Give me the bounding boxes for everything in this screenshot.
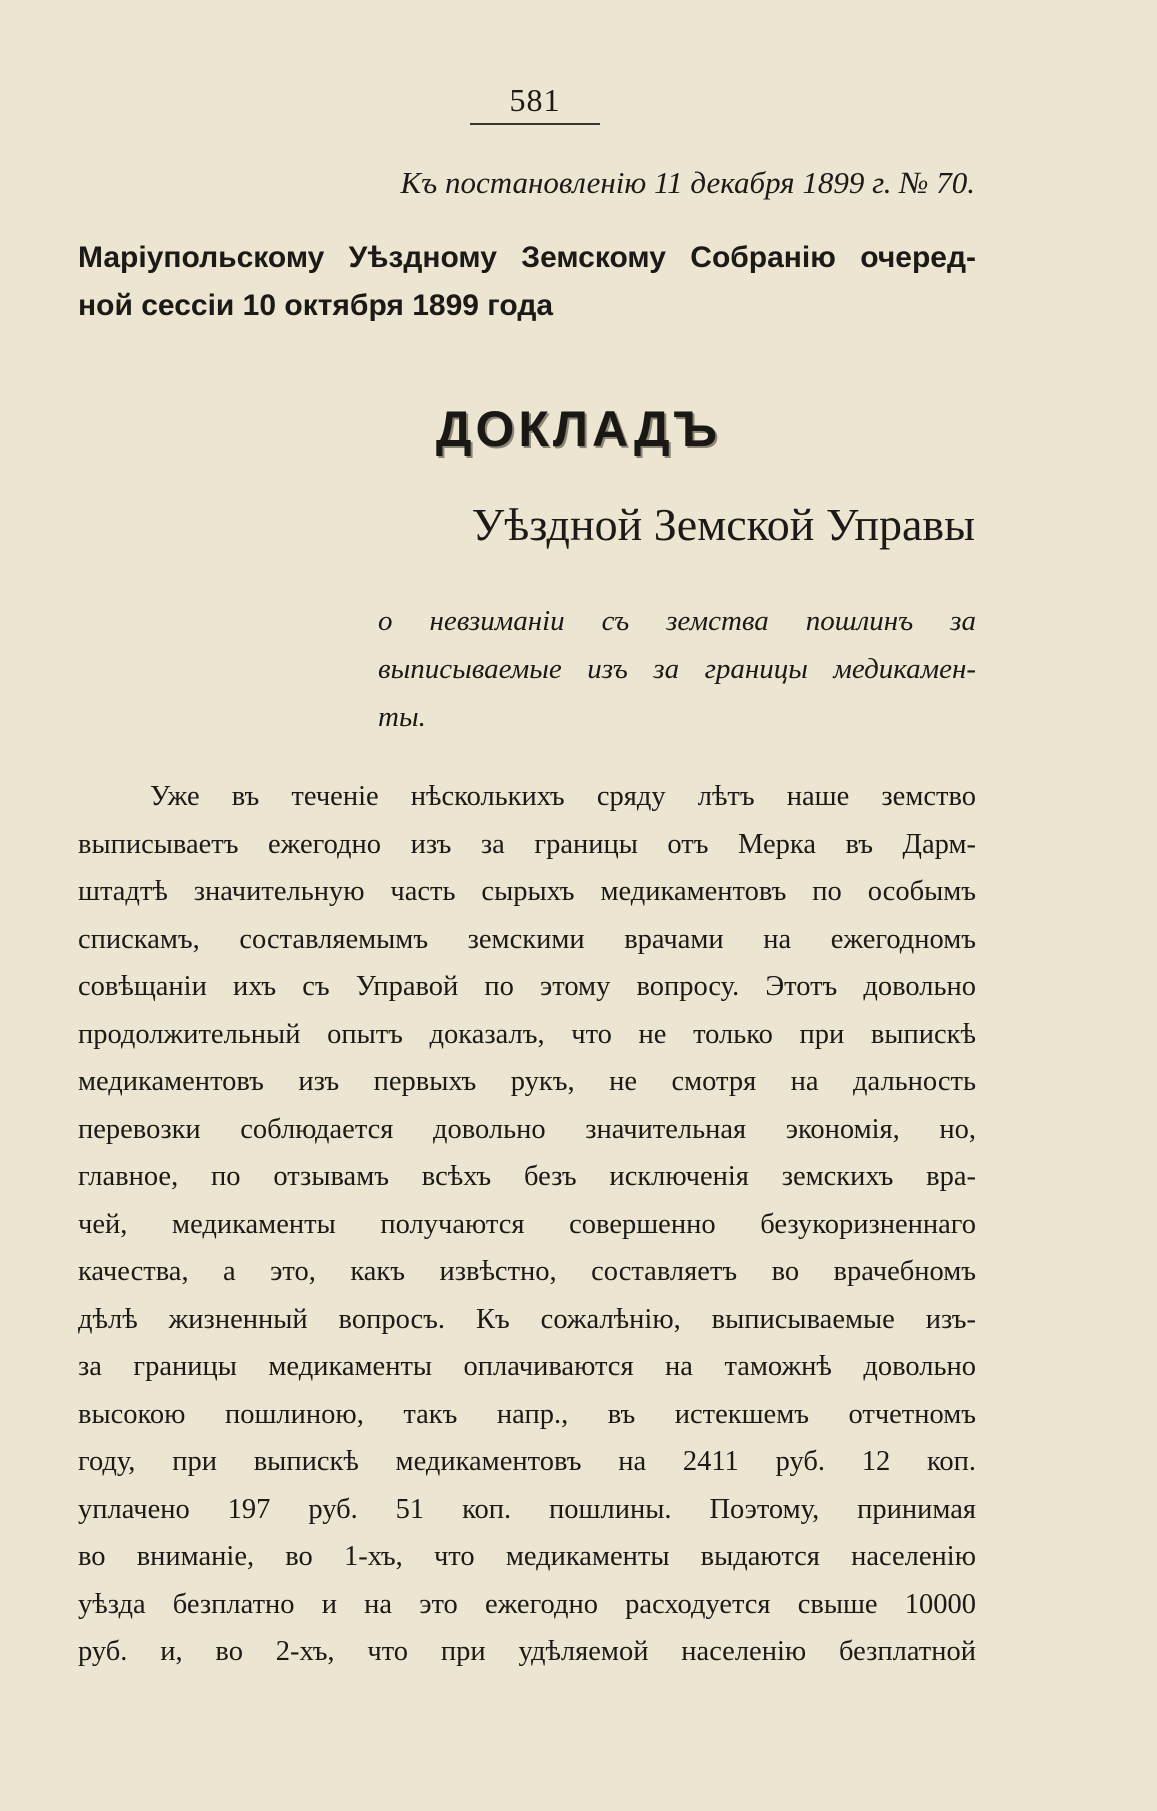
body-line: году, при выпискѣ медикаментовъ на 2411 руб. 12 коп. (78, 1446, 976, 1477)
body-line: за границы медикаменты оплачиваются на таможнѣ довольно (78, 1351, 976, 1382)
document-subtitle: Уѣздной Земской Управы (471, 499, 975, 550)
body-line: дѣлѣ жизненный вопросъ. Къ сожалѣнію, выписываемые изъ- (78, 1303, 976, 1335)
body-line: медикаментовъ изъ первыхъ рукъ, не смотря на дальность (78, 1066, 976, 1097)
document-title: ДОКЛАДЪ (435, 401, 722, 457)
report-subject (378, 597, 976, 741)
addressee-line: ной сессіи 10 октября 1899 года (78, 289, 554, 322)
body-line: высокою пошлиною, такъ напр., въ истекшемъ отчетномъ (78, 1398, 976, 1430)
body-line: главное, по отзывамъ всѣхъ безъ исключенія земскихъ вра- (78, 1161, 976, 1192)
body-paragraph (78, 773, 976, 1676)
addressee-heading (78, 234, 976, 330)
subject-line: ты. (378, 701, 426, 733)
body-line: уѣзда безплатно и на это ежегодно расходуется свыше 10000 (78, 1588, 976, 1620)
body-line: руб. и, во 2-хъ, что при удѣляемой населенію безплатной (78, 1636, 976, 1667)
body-line: качества, а это, какъ извѣстно, составляетъ во врачебномъ (78, 1256, 976, 1287)
body-line: штадтѣ значительную часть сырыхъ медикаментовъ по особымъ (78, 876, 976, 907)
body-line: чей, медикаменты получаются совершенно безукоризненнаго (78, 1208, 976, 1240)
body-line: уплачено 197 руб. 51 коп. пошлины. Поэтому, принимая (78, 1493, 976, 1525)
body-line: во вниманіе, во 1-хъ, что медикаменты выдаются населенію (78, 1541, 976, 1572)
body-line: Уже въ теченіе нѣсколькихъ сряду лѣтъ наше земство (150, 781, 976, 812)
body-line: совѣщаніи ихъ съ Управой по этому вопросу. Этотъ довольно (78, 971, 976, 1002)
subject-line: о невзиманіи съ земства пошлинъ за (378, 605, 976, 637)
body-line: выписываетъ ежегодно изъ за границы отъ Мерка въ Дарм- (78, 828, 976, 860)
body-line: перевозки соблюдается довольно значительная экономія, но, (78, 1113, 976, 1145)
subject-line: выписываемые изъ за границы медикамен- (378, 653, 976, 685)
addressee-line: Маріупольскому Уѣздному Земскому Собранію очеред- (78, 241, 976, 274)
body-line: спискамъ, составляемымъ земскими врачами на ежегодномъ (78, 923, 976, 955)
resolution-reference: Къ постановленію 11 декабря 1899 г. № 70. (400, 165, 975, 200)
page-number: 581 (470, 82, 600, 125)
body-line: продолжительный опытъ доказалъ, что не только при выпискѣ (78, 1018, 976, 1050)
